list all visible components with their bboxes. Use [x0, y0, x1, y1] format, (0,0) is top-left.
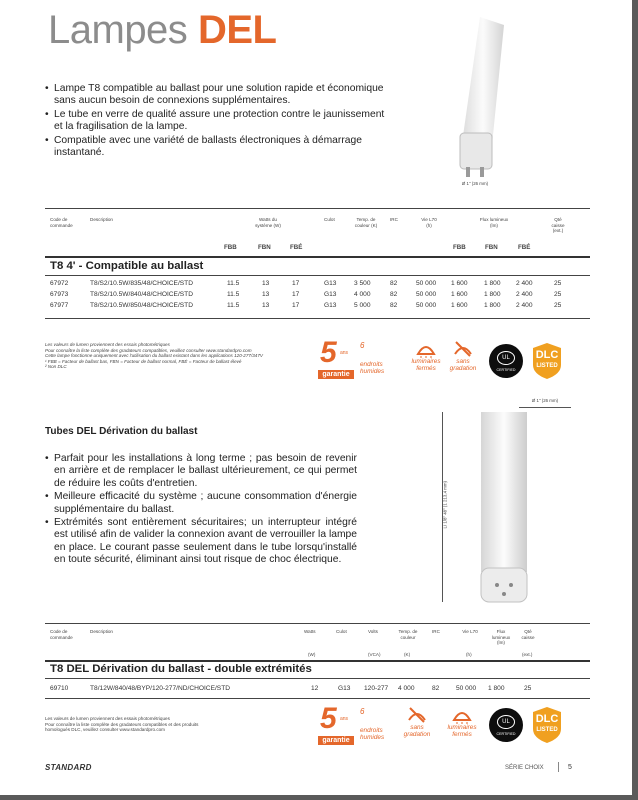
table2-header-rule	[45, 660, 590, 662]
cell-base: G13	[324, 280, 337, 287]
damp-number: 6	[360, 707, 365, 716]
feature-item: • Compatible avec une variété de ballasts électroniques à démarrage instantané.	[45, 135, 395, 160]
footer-divider	[558, 762, 559, 772]
cell-lumens-fbn: 1 800	[484, 291, 501, 298]
page-title	[48, 8, 276, 53]
lamp-image	[440, 15, 510, 180]
note-line: Les valeurs de lumen proviennent des essais photométriques	[45, 716, 170, 721]
section2-title: Tubes DEL Dérivation du ballast	[45, 426, 198, 437]
t2-col-watts-header: Watts	[304, 629, 316, 634]
warranty-years: 5	[320, 336, 337, 369]
feature-item: • Parfait pour les installations à long terme ; pas besoin de revenir en arrière et de remplacer le ballast ultérieurement, ce qui permet de réduire les coûts d'entretien.	[45, 453, 357, 490]
lumens-fbn-header: FBN	[485, 244, 498, 251]
cell-lumens-fbe: 2 400	[516, 280, 533, 287]
no-dimming-label: sans gradation	[449, 358, 477, 372]
cell-temp: 5 000	[354, 302, 371, 309]
col-watts-header: Watts du système (W)	[255, 217, 281, 228]
col-temp-header: Temp. de couleur (K)	[354, 217, 378, 228]
t2-unit-life: (h)	[466, 652, 472, 657]
enclosed-fixture-icon	[415, 340, 437, 358]
note-line: Cette lampe fonctionne uniquement avec l'utilisation du ballast existant dans les applications 120-277/347V	[45, 353, 263, 359]
feature-item: • Le tube en verre de qualité assure une protection contre le jaunissement et la fragilisation de la lampe.	[45, 109, 395, 134]
warranty-label: garantie	[318, 736, 354, 745]
cell-lumens-fbe: 2 400	[516, 291, 533, 298]
cell-watts-fbb: 11.5	[227, 302, 240, 309]
col-lumens-header: Flux lumineux (lm)	[479, 217, 509, 228]
t2-col-temp-header: Temp. de couleur	[398, 629, 418, 640]
lumens-fbe-header: FBÉ	[518, 244, 531, 251]
warranty-years: 5	[320, 702, 337, 735]
watts-fbn-header: FBN	[258, 244, 271, 251]
feature-item: • Lampe T8 compatible au ballast pour une solution rapide et économique sans aucun besoin de connexions supplémentaires.	[45, 83, 395, 108]
cell-code: 67972	[50, 280, 69, 287]
cell-lumens-fbn: 1 800	[484, 280, 501, 287]
damp-location-badge-2	[360, 708, 400, 741]
lamp2-length-caption: LI 1/8" 48" (1 213,4 mm)	[442, 480, 448, 529]
dlc-text: DLC	[535, 349, 559, 361]
t2-col-volts-header: Volts	[368, 629, 378, 634]
cell-code: 69710	[50, 685, 69, 692]
cell-watts-fbe: 17	[292, 291, 300, 298]
dlc-listed-badge	[530, 343, 564, 379]
cell-code: 67977	[50, 302, 69, 309]
cell-qty: 25	[554, 291, 562, 298]
t2-unit-qty: (ext.)	[522, 652, 533, 657]
cell-irc: 82	[390, 302, 398, 309]
table-section-title: T8 4' - Compatible au ballast	[50, 260, 204, 272]
title-part2: DEL	[197, 8, 277, 52]
table-bottom-rule	[45, 318, 590, 319]
warranty-badge-2	[318, 702, 358, 746]
table2-notes	[45, 716, 285, 733]
cell-qty: 25	[554, 302, 562, 309]
note-line: Les valeurs de lumen proviennent des essais photométriques	[45, 342, 170, 347]
t2-unit-volts: (VCA)	[368, 652, 381, 657]
cell-life: 50 000	[416, 302, 437, 309]
cell-watts-fbe: 17	[292, 302, 300, 309]
cell-temp: 3 500	[354, 280, 371, 287]
watts-fbb-header: FBB	[224, 244, 237, 251]
no-dimming-label: sans gradation	[403, 724, 431, 738]
lamp-diameter-caption: Ø 1" (26 mm)	[461, 181, 489, 186]
t2-col-base-header: Culot	[336, 629, 347, 634]
t2-col-code-header: Code de commande	[50, 629, 73, 640]
cell-description: T8/S2/10.5W/835/48/CHOICE/STD	[90, 280, 193, 287]
t2-unit-watts: (W)	[308, 652, 316, 657]
damp-location-badge	[360, 342, 400, 375]
table2-section-title: T8 DEL Dérivation du ballast - double extrémités	[50, 663, 312, 675]
cell-lumens-fbb: 1 600	[451, 302, 468, 309]
cell-code: 67973	[50, 291, 69, 298]
cell-temp: 4 000	[398, 685, 415, 692]
ul-logo-icon: UL	[497, 351, 515, 365]
bypass-lamp-illustration	[475, 412, 535, 607]
note-line: homologués DLC, veuillez consulter www.standardpro.com	[45, 727, 166, 733]
series-label: SÉRIE CHOIX	[505, 765, 544, 771]
table2-bottom-rule	[45, 698, 590, 699]
cell-base: G13	[324, 302, 337, 309]
cell-description: T8/S2/10.5W/850/48/CHOICE/STD	[90, 302, 193, 309]
col-qty-header: Qté caisse (ext.)	[551, 217, 565, 234]
warranty-years-unit: ans	[340, 716, 349, 722]
dlc-listed-text: LISTED	[536, 727, 558, 733]
cell-life: 50 000	[456, 685, 477, 692]
damp-label: endroits humides	[360, 727, 385, 741]
cell-description: T8/12W/840/48/BYP/120-277/ND/CHOICE/STD	[90, 685, 230, 692]
t2-col-life-header: Vie L70	[462, 629, 478, 634]
cell-watts-fbn: 13	[262, 302, 270, 309]
table-body	[0, 280, 632, 320]
features-list	[45, 83, 395, 160]
table-notes	[45, 342, 315, 370]
warranty-years-unit: ans	[340, 350, 349, 356]
cell-lumens-fbb: 1 600	[451, 291, 468, 298]
cell-lumens-fbe: 2 400	[516, 302, 533, 309]
certified-label: CERTIFIED	[496, 732, 516, 736]
table2-section-rule	[45, 678, 590, 679]
lumens-fbb-header: FBB	[453, 244, 466, 251]
cell-lumens-fbn: 1 800	[484, 302, 501, 309]
table-header-rule	[45, 256, 590, 258]
dlc-listed-badge-2	[530, 707, 564, 743]
feature-item: • Extrémités sont entièrement sécuritaires; un interrupteur intégré est utilisé afin de valider la connexion avant de verrouiller la lampe en place. Le courant passe seulement dans le tube lorsqu'installé en toute sécurité, éliminant ainsi tout risque de choc électrique.	[45, 517, 357, 567]
table-top-rule	[45, 208, 590, 209]
page-number: 5	[568, 764, 572, 771]
enclosed-fixture-icon	[451, 706, 473, 724]
cell-qty: 25	[554, 280, 562, 287]
cell-watts-fbb: 11.5	[227, 291, 240, 298]
cell-irc: 82	[432, 685, 440, 692]
ul-logo-icon: UL	[497, 715, 515, 729]
note-line: Pour connaître la liste complète des gradateurs compatibles, veuillez consulter www.standardpro.com	[45, 347, 252, 353]
cell-watts-fbe: 17	[292, 280, 300, 287]
watts-fbe-header: FBÉ	[290, 244, 303, 251]
dlc-text: DLC	[535, 713, 559, 725]
no-dimming-badge-2	[400, 706, 434, 738]
no-dimming-badge	[448, 340, 478, 372]
lamp2-width-dimension	[519, 407, 571, 408]
note-line: ² Non DLC	[45, 364, 67, 370]
ul-certified-badge-2	[489, 708, 523, 742]
cell-watts: 12	[311, 685, 319, 692]
feature-item: • Meilleure efficacité du système ; aucune consommation d'énergie supplémentaire du ballast.	[45, 491, 357, 516]
enclosed-label: luminaires fermés	[411, 358, 441, 372]
table-section-rule	[45, 275, 590, 276]
t2-col-lumens-header: Flux lumineux (lm)	[491, 629, 511, 646]
t2-col-description-header: Description	[90, 629, 113, 634]
cell-qty: 25	[524, 685, 532, 692]
table2-top-rule	[45, 623, 590, 624]
title-part1: Lampes	[48, 8, 188, 52]
col-life-header: Vie L70 (h)	[421, 217, 437, 228]
cell-temp: 4 000	[354, 291, 371, 298]
brand-logo: STANDARD	[45, 763, 92, 772]
cell-life: 50 000	[416, 291, 437, 298]
cell-volts: 120-277	[364, 685, 389, 692]
col-irc-header: IRC	[390, 217, 398, 222]
cell-description: T8/S2/10.5W/840/48/CHOICE/STD	[90, 291, 193, 298]
damp-label: endroits humides	[360, 361, 385, 375]
dlc-listed-text: LISTED	[536, 363, 558, 369]
certified-label: CERTIFIED	[496, 368, 516, 372]
warranty-badge	[318, 336, 358, 380]
no-dimming-icon	[452, 340, 474, 358]
t2-unit-temp: (K)	[404, 652, 411, 657]
cell-lumens-fbb: 1 600	[451, 280, 468, 287]
cell-life: 50 000	[416, 280, 437, 287]
cell-irc: 82	[390, 280, 398, 287]
enclosed-fixtures-badge	[404, 340, 448, 372]
cell-irc: 82	[390, 291, 398, 298]
col-code-header: Code de commande	[50, 217, 73, 228]
enclosed-fixtures-badge-2	[440, 706, 484, 738]
col-base-header: Culot	[324, 217, 335, 222]
cell-watts-fbb: 11.5	[227, 280, 240, 287]
lamp-tube-illustration	[440, 15, 510, 180]
ul-certified-badge	[489, 344, 523, 378]
warranty-label: garantie	[318, 370, 354, 379]
cell-base: G13	[338, 685, 351, 692]
cell-base: G13	[324, 291, 337, 298]
bypass-lamp-image	[475, 412, 535, 607]
note-line: ¹ FBB = Facteur de ballast bas, FBN = Facteur de ballast normal, FBÉ = Facteur de ballast élevé	[45, 358, 242, 364]
table2-row	[0, 685, 632, 697]
lamp2-diameter-caption: Ø 1" (26 mm)	[531, 398, 559, 403]
col-description-header: Description	[90, 217, 113, 222]
cell-watts-fbn: 13	[262, 291, 270, 298]
bypass-features-list	[45, 453, 357, 568]
t2-col-irc-header: IRC	[432, 629, 440, 634]
note-line: Pour connaître la liste complète des gradateurs compatibles et des produits	[45, 721, 199, 727]
no-dimming-icon	[406, 706, 428, 724]
cell-watts-fbn: 13	[262, 280, 270, 287]
t2-col-qty-header: Qté caisse	[521, 629, 535, 640]
cell-lumens: 1 800	[488, 685, 505, 692]
damp-number: 6	[360, 341, 365, 350]
enclosed-label: luminaires fermés	[447, 724, 477, 738]
